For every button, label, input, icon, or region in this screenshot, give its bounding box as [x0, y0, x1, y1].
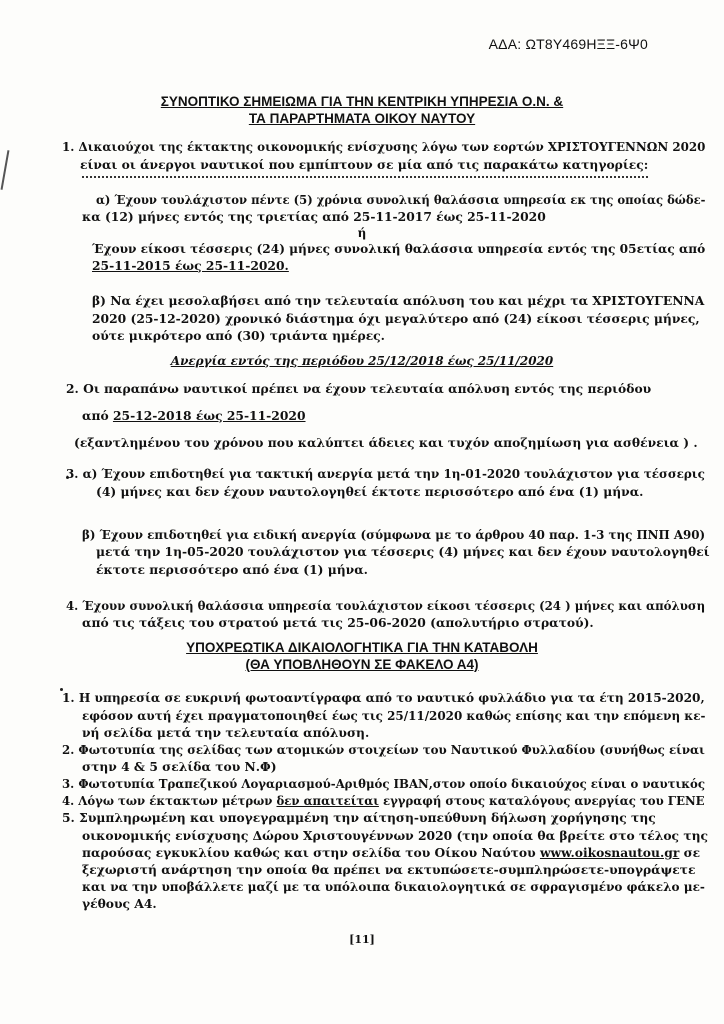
section-2-from: από	[82, 408, 109, 423]
doc-1-line-1: 1. Η υπηρεσία σε ευκρινή φωτοαντίγραφα από το ναυτικό φυλλάδιο για τα έτη 2015-2020,	[62, 691, 705, 705]
doc-4-suffix: εγγραφή στους καταλόγους ανεργίας του ΓΕΝΕ	[382, 794, 705, 808]
section-4-line-2: από τις τάξεις του στρατού μετά τις 25-06-2020 (απολυτήριο στρατού).	[82, 615, 594, 630]
doc-5-line-6: γέθους Α4.	[82, 896, 157, 911]
section-1-line-2: είναι οι άνεργοι ναυτικοί που εμπίπτουν σε μία από τις παρακάτω κατηγορίες:	[80, 157, 649, 172]
doc-4-not-required: δεν απαιτείται	[276, 794, 379, 808]
required-documents-title-line-1: ΥΠΟΧΡΕΩΤΙΚΑ ΔΙΚΑΙΟΛΟΓΗΤΙΚΑ ΓΙΑ ΤΗΝ ΚΑΤΑΒΟΛΗ	[186, 640, 538, 655]
criterion-a-line-2: κα (12) μήνες εντός της τριετίας από 25-11-2017 έως 25-11-2020	[82, 209, 546, 224]
main-title-line-2: ΤΑ ΠΑΡΑΡΤΗΜΑΤΑ ΟΙΚΟΥ ΝΑΥΤΟΥ	[248, 111, 476, 126]
section-1-line-1: 1. Δικαιούχοι της έκτακτης οικονομικής ενίσχυσης λόγω των εορτών ΧΡΙΣΤΟΥΓΕΝΝΩΝ 2020	[62, 140, 706, 154]
scan-artifact	[1, 150, 10, 190]
doc-4-prefix: 4. Λόγω των έκτακτων μέτρων	[62, 794, 273, 808]
section-3b-line-2: μετά την 1η-05-2020 τουλάχιστον για τέσσερις (4) μήνες και δεν έχουν ναυτολογηθεί	[96, 544, 710, 559]
oikosnautou-link[interactable]: www.oikosnautou.gr	[539, 845, 680, 860]
main-title-line-1: ΣΥΝΟΠΤΙΚΟ ΣΗΜΕΙΩΜΑ ΓΙΑ ΤΗΝ ΚΕΝΤΡΙΚΗ ΥΠΗΡΕΣΙΑ Ο.Ν. &	[160, 94, 564, 109]
doc-1-line-2: εφόσον αυτή έχει πραγματοποιηθεί έως τις 25/11/2020 καθώς επίσης και την επόμενη κε-	[82, 709, 706, 723]
or-separator: ή	[357, 226, 367, 240]
section-2-line-3: (εξαντλημένου του χρόνου που καλύπτει άδειες και τυχόν αποζημίωση για ασθένεια ) .	[74, 435, 698, 450]
ada-code: ΑΔΑ: ΩΤ8Υ469ΗΞΞ-6Ψ0	[488, 36, 648, 52]
doc-5-line-3-suffix: σε	[683, 845, 701, 860]
section-3a-line-2: (4) μήνες και δεν έχουν ναυτολογηθεί έκτοτε περισσότερο από ένα (1) μήνα.	[96, 484, 644, 499]
doc-5-line-5: και να την υποβάλλετε μαζί με τα υπόλοιπα δικαιολογητικά σε σφραγισμένο φάκελο με-	[82, 880, 705, 894]
doc-4-line-1	[62, 792, 705, 810]
section-3b-line-3: έκτοτε περισσότερο από ένα (1) μήνα.	[96, 562, 368, 577]
criterion-a-line-1: α) Έχουν τουλάχιστον πέντε (5) χρόνια συνολική θαλάσσια υπηρεσία εκ της οποίας δώδε-	[96, 193, 706, 207]
criterion-alt-line-2: 25-11-2015 έως 25-11-2020.	[92, 258, 289, 273]
dotted-separator	[82, 176, 648, 178]
main-title	[0, 93, 724, 127]
doc-3-line-1: 3. Φωτοτυπία Τραπεζικού Λογαριασμού-Αριθμός ΙΒΑΝ,στον οποίο δικαιούχος είναι ο ναυτικός	[62, 777, 705, 791]
section-2-line-2	[82, 407, 306, 425]
criterion-b-line-2: 2020 (25-12-2020) χρονικό διάστημα όχι μεγαλύτερο από (24) είκοσι τέσσερις μήνες,	[92, 311, 700, 326]
required-documents-title	[0, 639, 724, 673]
doc-5-line-3-prefix: παρούσας εγκυκλίου καθώς και στην σελίδα του Οίκου Ναύτου	[82, 845, 536, 860]
doc-1-line-3: νή σελίδα μετά την τελευταία απόλυση.	[82, 725, 370, 740]
page-number: [11]	[349, 933, 375, 946]
doc-5-line-2: οικονομικής ενίσχυσης Δώρου Χριστουγέννων 2020 (την οποία θα βρείτε στο τέλος της	[82, 828, 709, 843]
doc-2-line-2: στην 4 & 5 σελίδα του Ν.Φ)	[82, 759, 277, 774]
doc-5-line-3	[82, 844, 700, 862]
doc-2-line-1: 2. Φωτοτυπία της σελίδας των ατομικών στοιχείων του Ναυτικού Φυλλαδίου (συνήθως είναι	[62, 743, 705, 757]
section-2-dates: 25-12-2018 έως 25-11-2020	[112, 408, 306, 423]
section-3a-line-1: 3. α) Έχουν επιδοτηθεί για τακτική ανεργία μετά την 1η-01-2020 τουλάχιστον για τέσσερις	[66, 467, 705, 481]
section-4-line-1: 4. Έχουν συνολική θαλάσσια υπηρεσία τουλάχιστον είκοσι τέσσερις (24 ) μήνες και απόλυση	[66, 599, 706, 613]
doc-5-line-4: ξεχωριστή ανάρτηση την οποία θα πρέπει να εκτυπώσετε-συμπληρώσετε-υπογράψετε	[82, 862, 696, 877]
unemployment-period-heading: Ανεργία εντός της περιόδου 25/12/2018 έως 25/11/2020	[170, 354, 554, 368]
criterion-b-line-3: ούτε μικρότερο από (30) τριάντα ημέρες.	[92, 328, 385, 343]
section-3b-line-1: β) Έχουν επιδοτηθεί για ειδική ανεργία (σύμφωνα με το άρθρου 40 παρ. 1-3 της ΠΝΠ Α90)	[82, 528, 706, 542]
section-2-line-1: 2. Οι παραπάνω ναυτικοί πρέπει να έχουν τελευταία απόλυση εντός της περιόδου	[66, 381, 652, 396]
doc-5-line-1: 5. Συμπληρωμένη και υπογεγραμμένη την αίτηση-υπεύθυνη δήλωση χορήγησης της	[62, 810, 656, 825]
required-documents-title-line-2: (ΘΑ ΥΠΟΒΛΗΘΟΥΝ ΣΕ ΦΑΚΕΛΟ Α4)	[245, 657, 479, 672]
criterion-b-line-1: β) Να έχει μεσολαβήσει από την τελευταία απόλυση του και μέχρι τα ΧΡΙΣΤΟΥΓΕΝΝΑ	[92, 293, 705, 308]
criterion-alt-line-1: Έχουν είκοσι τέσσερις (24) μήνες συνολική θαλάσσια υπηρεσία εντός της 05ετίας από	[92, 242, 706, 256]
